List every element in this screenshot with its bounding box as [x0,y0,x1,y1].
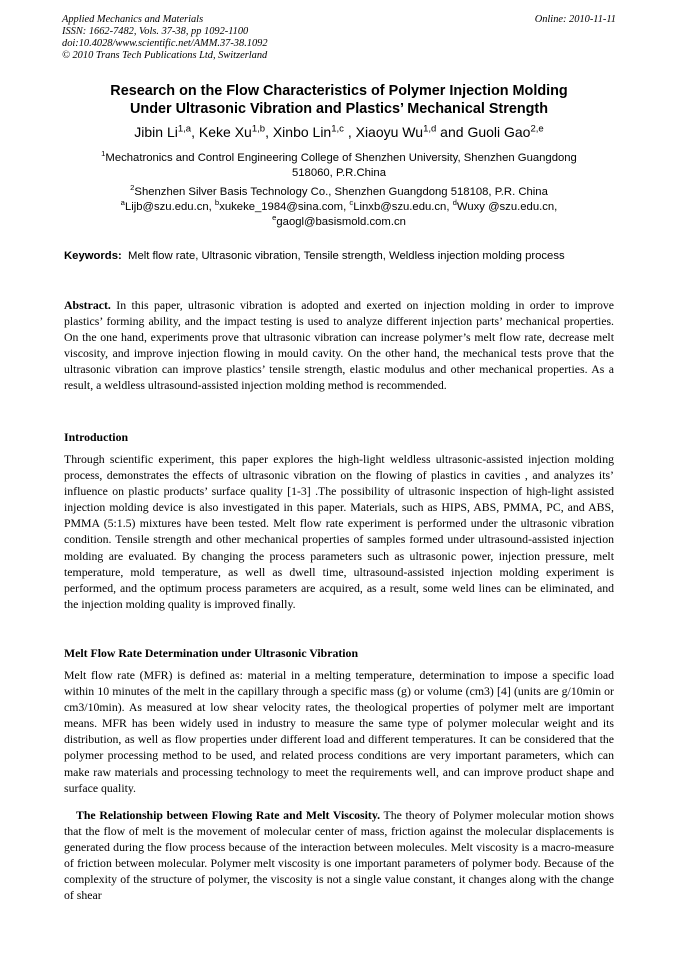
affiliation-1: $^1$Mechatronics and Control Engineering College of Shenzhen University, Shenzhen Guangdong 518060, P.R.China [101,149,577,179]
abstract-text: In this paper, ultrasonic vibration is adopted and exerted on injection molding in order to improve plastics’ forming ability, and the impact testing is used to analyze different injection parts’ mechanical properties. On the one hand, experiments prove that ultrasonic vibration can increase polymer’s melt flow rate, decrease melt viscosity, and improve injection flowing in mould cavity. On the other hand, the mechanical tests prove that the ultrasonic vibration can improve plastics’ tensile strength, elastic modulus and other mechanical properties. As a result, a weldless ultrasound-assisted injection molding method is recommended. [64,298,614,393]
section-heading-mfr: Melt Flow Rate Determination under Ultrasonic Vibration [64,646,359,660]
email-link[interactable]: Linxb@szu.edu.cn, [353,200,453,213]
copyright-line: © 2010 Trans Tech Publications Ltd, Switzerland [62,50,268,61]
journal-name: Applied Mechanics and Materials [62,14,204,25]
keywords-text: Melt flow rate, Ultrasonic vibration, Tensile strength, Weldless injection molding process [128,250,565,262]
email-link[interactable]: gaogl@basismold.com.cn [276,215,406,228]
doi-line[interactable]: doi:10.4028/www.scientific.net/AMM.37-38.1092 [62,38,268,49]
email-link[interactable]: xukeke_1984@sina.com, [219,200,350,213]
email-link[interactable]: Lijb@szu.edu.cn, [124,200,215,213]
author: Guoli Gao$^{2,e}$ [467,123,544,140]
author: Xinbo Lin$^{1,c}$ [272,123,344,140]
author-list: Jibin Li$^{1,a}$, Keke Xu$^{1,b}$, Xinbo Lin$^{1,c}$ , Xiaoyu Wu$^{1,d}$ and Guoli Gao$^{2,e}$ [134,123,544,140]
affiliation-2: $^2$Shenzhen Silver Basis Technology Co., Shenzhen Guangdong 518108, P.R. China $^a$Lijb@szu.edu.cn, $^b$xukeke_1984@sina.com, $^c$Linxb@szu.edu.cn, $^d$Wuxy @szu.edu.cn, $^e$gaogl@basismold.com.cn [72,185,606,229]
relationship-paragraph [64,807,614,904]
author-emails: $^a$Lijb@szu.edu.cn, $^b$xukeke_1984@sina.com, $^c$Linxb@szu.edu.cn, $^d$Wuxy @szu.edu.cn, [120,198,558,213]
journal-header [62,14,616,62]
section-heading-introduction: Introduction [64,430,129,444]
abstract [64,297,614,394]
paper-title [62,82,616,118]
online-date: Online: 2010-11-11 [534,14,616,25]
keywords-label: Keywords: [64,250,122,262]
email-link[interactable]: Wuxy @szu.edu.cn, [456,200,558,213]
title-line-1: Research on the Flow Characteristics of Polymer Injection Molding [110,83,568,99]
mfr-paragraph: Melt flow rate (MFR) is defined as: material in a melting temperature, determination to impose a specific load within 10 minutes of the melt in the capillary through a specific mass (g) or volume (cm3) [4] (units are g/10min or cm3/10min). As measured at low shear velocity rates, the theological properties of polymer melt are important means. MFR has been widely used in industry to measure the same type of polymer molecular weight and its distribution, as well as flow properties under different load and different temperatures. It can be considered that the polymer processing method to be used, and related process conditions are very important parameters, which can make raw materials and processing technology to meet the requirements well, and can improve product shape and surface quality. [64,668,614,795]
keywords [64,249,614,264]
introduction-paragraph: Through scientific experiment, this paper explores the high-light weldless ultrasonic-assisted injection molding process, demonstrates the effects of ultrasonic vibration on the flowing of plastics in cavities , and analyzes its’ influence on plastic products’ surface quality [1-3] .The possibility of ultrasonic inspection of high-light assisted injection molding device is also investigated in this paper. Materials, such as HIPS, ABS, PMMA, PC, and ABS, PMMA (5:1.5) mixtures have been tested. Melt flow rate experiment is performed under the ultrasonic vibration condition. Tensile strength and other mechanical properties of samples formed under ultrasound-assisted injection molding are evaluated. By changing the process parameters such as ultrasonic power, injection pressure, melt temperature, mold temperature, as well as dwell time, ultrasound-assisted injection molding experiment is performed, and the optimum process parameters are acquired, as a result, some weld lines can be eliminated, and the injection molding quality is improved finally. [64,452,614,611]
subsection-label: The Relationship between Flowing Rate and Melt Viscosity. [76,808,381,822]
abstract-label: Abstract. [64,298,111,312]
author: Jibin Li$^{1,a}$ [134,123,192,140]
author: Keke Xu$^{1,b}$ [198,123,266,140]
title-line-2: Under Ultrasonic Vibration and Plastics’ Mechanical Strength [130,101,548,117]
author: Xiaoyu Wu$^{1,d}$ [355,123,437,140]
subsection-text: The theory of Polymer molecular motion shows that the flow of melt is the movement of molecular center of mass, friction against the molecular displacements is generated during the flow process because of the interaction between molecules. Melt viscosity is a macro-measure of friction between molecular. Polymer melt viscosity is one important parameters of polymer body. Because of the complexity of the structure of polymer, the viscosity is not a single value constant, it changes along with the change of shear [64,808,614,903]
issn-line: ISSN: 1662-7482, Vols. 37-38, pp 1092-1100 [62,26,249,37]
